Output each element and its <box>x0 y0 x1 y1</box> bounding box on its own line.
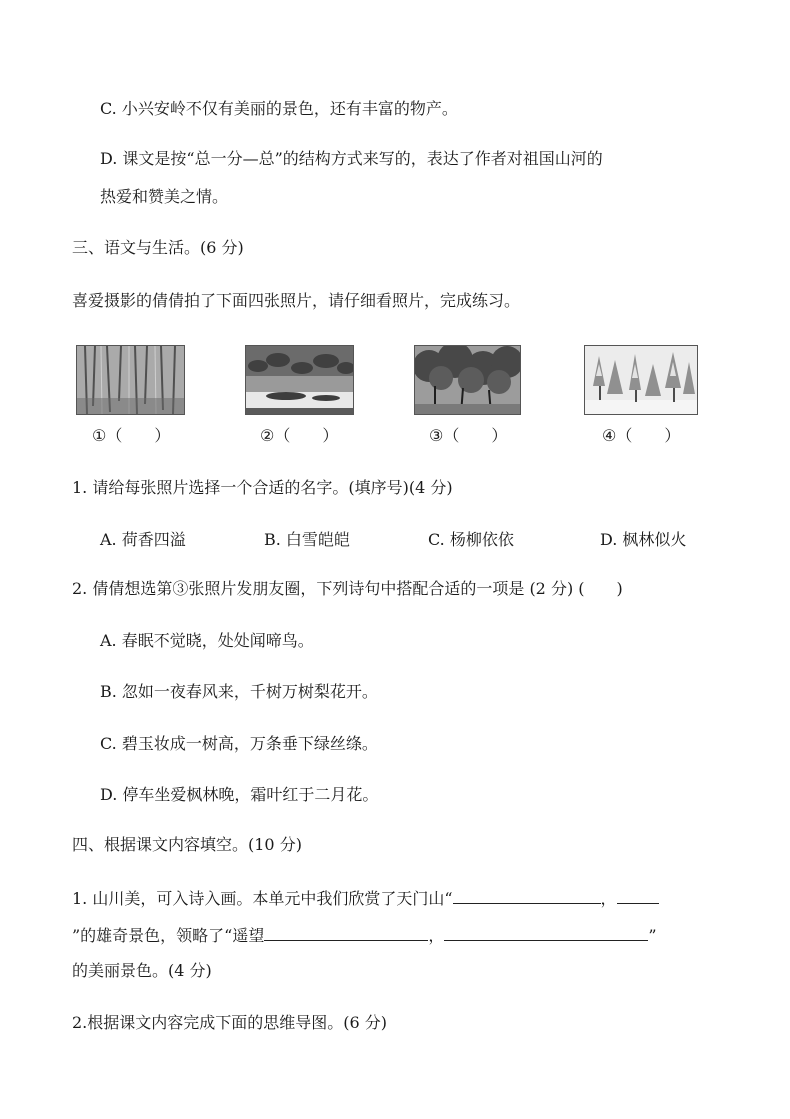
q1-option-c: C. 杨柳依依 <box>428 530 514 549</box>
section4-q1-line1 <box>72 887 659 910</box>
photo-1-label: ①（ ） <box>92 426 171 445</box>
q2-option-c: C. 碧玉妆成一树高，万条垂下绿丝绦。 <box>100 734 378 753</box>
blank-yaowang-2[interactable] <box>444 924 648 941</box>
section4-q1-comma: ， <box>600 889 617 908</box>
option-d-text-line1: D. 课文是按“总一分—总”的结构方式来写的，表达了作者对祖国山河的 <box>100 149 603 168</box>
option-d-text-line2: 热爱和赞美之情。 <box>100 187 229 206</box>
section3-q1-text: 1. 请给每张照片选择一个合适的名字。(填序号)(4 分) <box>72 478 453 497</box>
section3-heading: 三、语文与生活。(6 分) <box>72 238 244 257</box>
section4-heading: 四、根据课文内容填空。(10 分) <box>72 835 302 854</box>
photo-4-snow-forest <box>584 345 698 415</box>
blank-tianmen-line1[interactable] <box>453 887 601 904</box>
photo-4-label: ④（ ） <box>602 426 681 445</box>
q1-option-a: A. 荷香四溢 <box>100 530 186 549</box>
photo-1-willows <box>76 345 185 415</box>
q2-option-a: A. 春眠不觉晓，处处闻啼鸟。 <box>100 631 314 650</box>
section4-q1-comma-2: ， <box>428 926 445 945</box>
q2-option-b: B. 忽如一夜春风来，千树万树梨花开。 <box>100 682 378 701</box>
q2-option-d: D. 停车坐爱枫林晚，霜叶红于二月花。 <box>100 785 379 804</box>
photo-3-label: ③（ ） <box>429 426 508 445</box>
q1-option-b: B. 白雪皑皑 <box>264 530 350 549</box>
section3-intro: 喜爱摄影的倩倩拍了下面四张照片，请仔细看照片，完成练习。 <box>72 291 521 310</box>
option-c-text: C. 小兴安岭不仅有美丽的景色，还有丰富的物产。 <box>100 99 458 118</box>
photo-3-maple-grove <box>414 345 521 415</box>
blank-tianmen-line2[interactable] <box>617 887 659 904</box>
section3-q2-text: 2. 倩倩想选第③张照片发朋友圈，下列诗句中搭配合适的一项是 (2 分) ( ) <box>72 579 623 598</box>
section4-q2-text: 2.根据课文内容完成下面的思维导图。(6 分) <box>72 1013 388 1032</box>
section4-q1-part2: ”的雄奇景色，领略了“遥望 <box>72 926 265 945</box>
photo-2-label: ②（ ） <box>260 426 339 445</box>
section4-q1-line2 <box>72 924 657 947</box>
blank-yaowang-1[interactable] <box>264 924 428 941</box>
q1-option-d: D. 枫林似火 <box>600 530 687 549</box>
photo-2-lotus-pond <box>245 345 354 415</box>
section4-q1-part3: ” <box>648 926 657 945</box>
section4-q1-part4: 的美丽景色。(4 分) <box>72 961 212 980</box>
section4-q1-part1: 1. 山川美，可入诗入画。本单元中我们欣赏了天门山“ <box>72 889 453 908</box>
